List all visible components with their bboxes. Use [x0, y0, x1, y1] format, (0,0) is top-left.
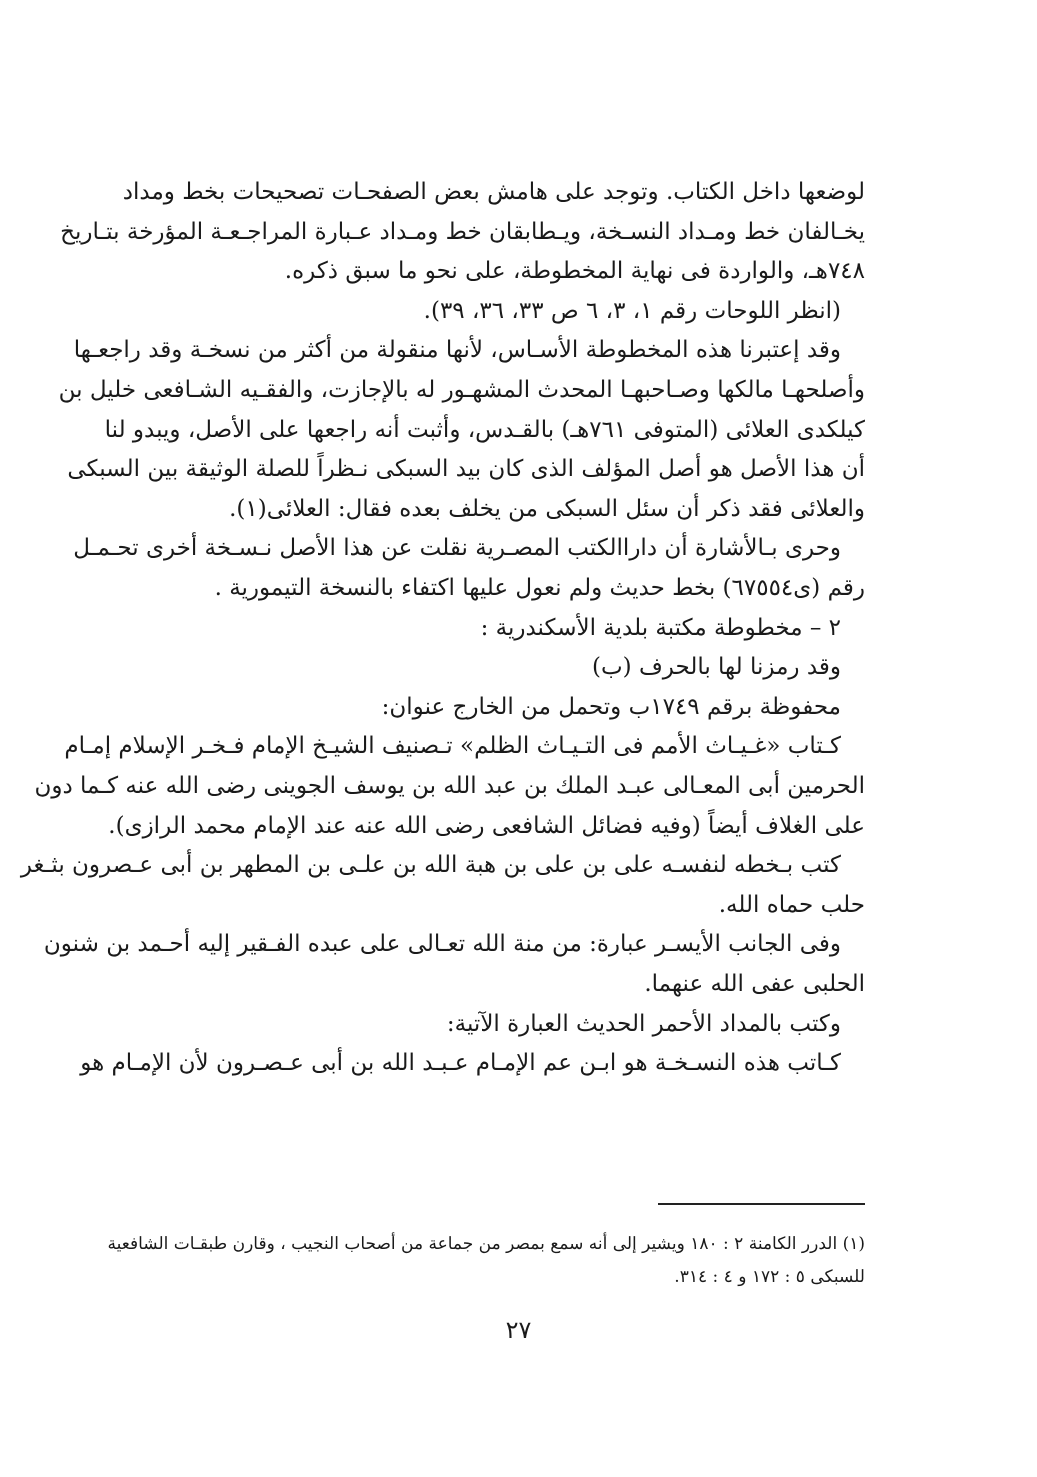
body-line: وفى الجانب الأيسـر عبارة: من منة الله تعـالى على عبده الفـقير إليه أحـمد بن شنون	[43, 931, 841, 957]
footnote-separator	[658, 1203, 865, 1205]
body-line: أن هذا الأصل هو أصل المؤلف الذى كان بيد السبكى نـظراً للصلة الوثيقة بين السبكى	[67, 456, 865, 482]
footnote-line: (١) الدرر الكامنة ٢ : ١٨٠ ويشير إلى أنه سمع بمصر من جماعة من أصحاب النجيب ، وقارن طبقـات الشافعية	[107, 1234, 865, 1254]
body-line: (انظر اللوحات رقم ١، ٣، ٦ ص ٣٣، ٣٦، ٣٩).	[423, 298, 841, 324]
body-line: محفوظة برقم ١٧٤٩ب وتحمل من الخارج عنوان:	[381, 694, 841, 720]
body-line: وأصلحهـا مالكها وصـاحبهـا المحدث المشهـور له بالإجازت، والفقـيه الشـافعى خليل بن	[58, 377, 865, 403]
body-line: وقد رمزنا لها بالحرف (ب)	[592, 654, 841, 680]
body-line: كـاتب هذه النسـخـة هو ابـن عم الإمـام عـبـد الله بن أبى عـصـرون لأن الإمـام هو	[80, 1050, 841, 1076]
body-line: كـتاب «غـيـاث الأمم فى التـيـاث الظلم» تـصنيف الشيـخ الإمام فـخـر الإسلام إمـام	[64, 733, 841, 759]
body-line: ٢ – مخطوطة مكتبة بلدية الأسكندرية :	[480, 615, 841, 641]
body-line: والعلائى فقد ذكر أن سئل السبكى من يخلف بعده فقال: العلائى(١).	[229, 496, 865, 522]
body-line: حلب حماه الله.	[718, 892, 865, 918]
body-line: يخـالفان خط ومـداد النسـخة، ويـطابقان خط ومـداد عـبارة المراجـعـة المؤرخة بتـاريخ	[60, 219, 865, 245]
footnote-line: للسبكى ٥ : ١٧٢ و ٤ : ٣١٤.	[674, 1267, 865, 1287]
body-line: ٧٤٨هـ، والواردة فى نهاية المخطوطة، على نحو ما سبق ذكره.	[284, 258, 865, 284]
body-line: وحرى بـالأشارة أن داراالكتب المصـرية نقلت عن هذا الأصل نـسـخة أخرى تحـمـل	[73, 535, 841, 561]
body-line: كيلكدى العلائى (المتوفى ٧٦١هـ) بالقـدس، وأثبت أنه راجعها على الأصل، ويبدو لنا	[104, 417, 865, 443]
body-line: لوضعها داخل الكتاب. وتوجد على هامش بعض الصفحـات تصحيحات بخط ومداد	[122, 179, 865, 205]
body-line: كتب بـخطه لنفسـه على بن على بن هبة الله بن علـى بن المطهر بن أبى عـصرون بثـغر	[20, 852, 841, 878]
body-line: وقد إعتبرنا هذه المخطوطة الأسـاس، لأنها منقولة من أكثر من نسخـة وقد راجعـها	[73, 337, 841, 363]
body-line: رقم (ى٦٧٥٥٤) بخط حديث ولم نعول عليها اكتفاء بالنسخة التيمورية .	[214, 575, 865, 601]
body-line: الحرمين أبى المعـالى عبـد الملك بن عبد الله بن يوسف الجوينى رضى الله عنه كـما دون	[34, 773, 865, 799]
body-line: الحلبى عفى الله عنهما.	[644, 971, 865, 997]
body-line: وكتب بالمداد الأحمر الحديث العبارة الآتية:	[446, 1011, 841, 1037]
body-line: على الغلاف أيضاً (وفيه فضائل الشافعى رضى الله عنه عند الإمام محمد الرازى).	[108, 813, 865, 839]
page-number: ٢٧	[505, 1316, 532, 1344]
